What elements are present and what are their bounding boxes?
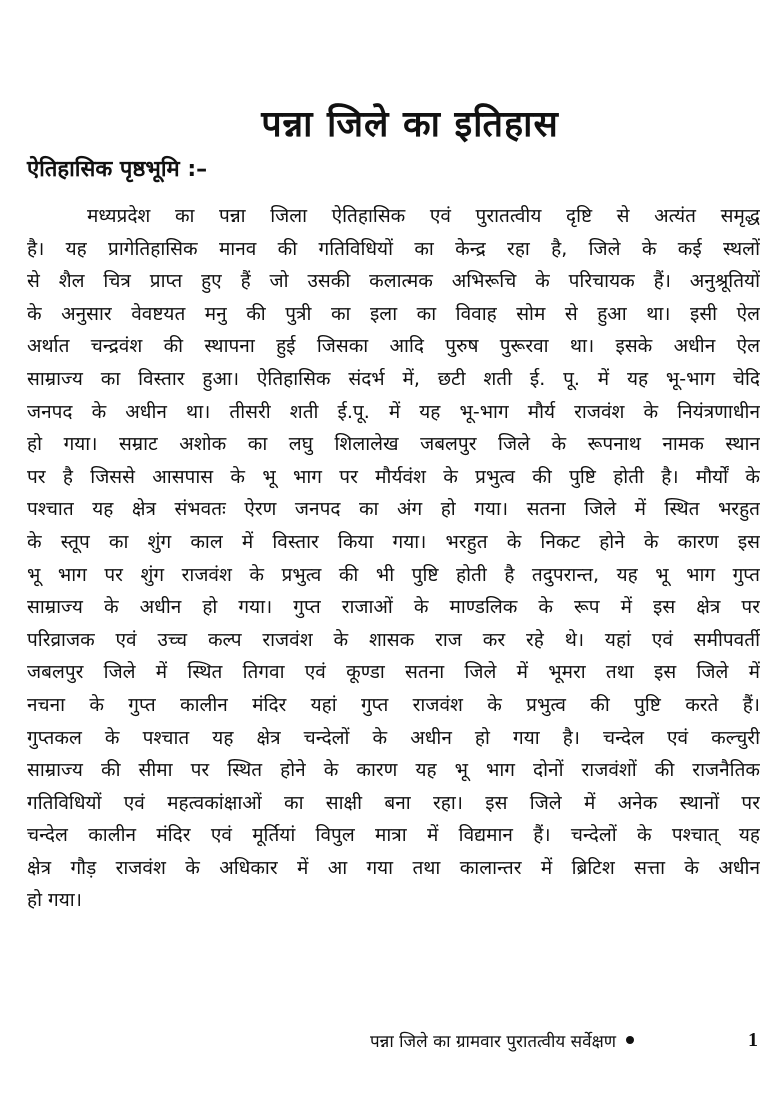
- running-title: पन्ना जिले का ग्रामवार पुरातत्वीय सर्वेक्षण: [370, 1031, 617, 1052]
- body-line: जनपद के अधीन था। तीसरी शती ई.पू. में यह भू-भाग मौर्य राजवंश के नियंत्रणाधीन: [27, 400, 760, 423]
- body-line: हो गया।: [27, 889, 82, 912]
- body-line: के अनुसार वेवष्टयत मनु की पुत्री का इला का विवाह सोम से हुआ था। इसी ऐल: [27, 302, 760, 325]
- body-line: गुप्तकल के पश्चात यह क्षेत्र चन्देलों के अधीन हो गया है। चन्देल एवं कल्चुरी: [27, 726, 760, 749]
- body-line: चन्देल कालीन मंदिर एवं मूर्तियां विपुल मात्रा में विद्यमान हैं। चन्देलों के पश्चात् यह: [27, 824, 760, 847]
- body-line: हो गया। सम्राट अशोक का लघु शिलालेख जबलपुर जिले के रूपनाथ नामक स्थान: [27, 433, 760, 456]
- bullet-icon: [626, 1036, 634, 1044]
- body-line: भू भाग पर शुंग राजवंश के प्रभुत्व की भी पुष्टि होती है तदुपरान्त, यह भू भाग गुप्त: [27, 563, 760, 586]
- body-line: है। यह प्रागेतिहासिक मानव की गतिविधियों का केन्द्र रहा है, जिले के कई स्थलों: [27, 237, 760, 260]
- page-number: 1: [748, 1028, 758, 1051]
- body-line: साम्राज्य का विस्तार हुआ। ऐतिहासिक संदर्भ में, छटी शती ई. पू. में यह भू-भाग चेदि: [27, 367, 760, 390]
- body-line: पश्चात यह क्षेत्र संभवतः ऐरण जनपद का अंग हो गया। सतना जिले में स्थित भरहुत: [27, 498, 760, 521]
- section-heading: ऐतिहासिक पृष्ठभूमि :–: [27, 157, 208, 182]
- body-line: जबलपुर जिले में स्थित तिगवा एवं कूण्डा सतना जिले में भूमरा तथा इस जिले में: [27, 661, 760, 684]
- body-line: के स्तूप का शुंग काल में विस्तार किया गया। भरहुत के निकट होने के कारण इस: [27, 530, 760, 553]
- body-line: गतिविधियों एवं महत्वकांक्षाओं का साक्षी बना रहा। इस जिले में अनेक स्थानों पर: [27, 791, 760, 814]
- body-line: क्षेत्र गौड़ राजवंश के अधिकार में आ गया तथा कालान्तर में ब्रिटिश सत्ता के अधीन: [27, 856, 760, 879]
- body-line: परिव्राजक एवं उच्च कल्प राजवंश के शासक राज कर रहे थे। यहां एवं समीपवर्ती: [27, 628, 760, 651]
- body-line: साम्राज्य के अधीन हो गया। गुप्त राजाओं के माण्डलिक के रूप में इस क्षेत्र पर: [27, 596, 760, 619]
- page-footer: [370, 1025, 760, 1055]
- body-line: साम्राज्य की सीमा पर स्थित होने के कारण यह भू भाग दोनों राजवंशों की राजनैतिक: [27, 759, 760, 782]
- body-line: से शैल चित्र प्राप्त हुए हैं जो उसकी कलात्मक अभिरूचि के परिचायक हैं। अनुश्रूतियों: [27, 270, 760, 293]
- body-line: मध्यप्रदेश का पन्ना जिला ऐतिहासिक एवं पुरातत्वीय दृष्टि से अत्यंत समृद्ध: [87, 205, 760, 227]
- body-line: अर्थात चन्द्रवंश की स्थापना हुई जिसका आदि पुरुष पुरूरवा था। इसके अधीन ऐल: [27, 335, 760, 358]
- body-line: नचना के गुप्त कालीन मंदिर यहां गुप्त राजवंश के प्रभुत्व की पुष्टि करते हैं।: [27, 693, 760, 716]
- page-title: पन्ना जिले का इतिहास: [261, 104, 559, 145]
- body-paragraph: [27, 200, 760, 917]
- body-line: पर है जिससे आसपास के भू भाग पर मौर्यवंश के प्रभुत्व की पुष्टि होती है। मौर्यों के: [27, 465, 760, 488]
